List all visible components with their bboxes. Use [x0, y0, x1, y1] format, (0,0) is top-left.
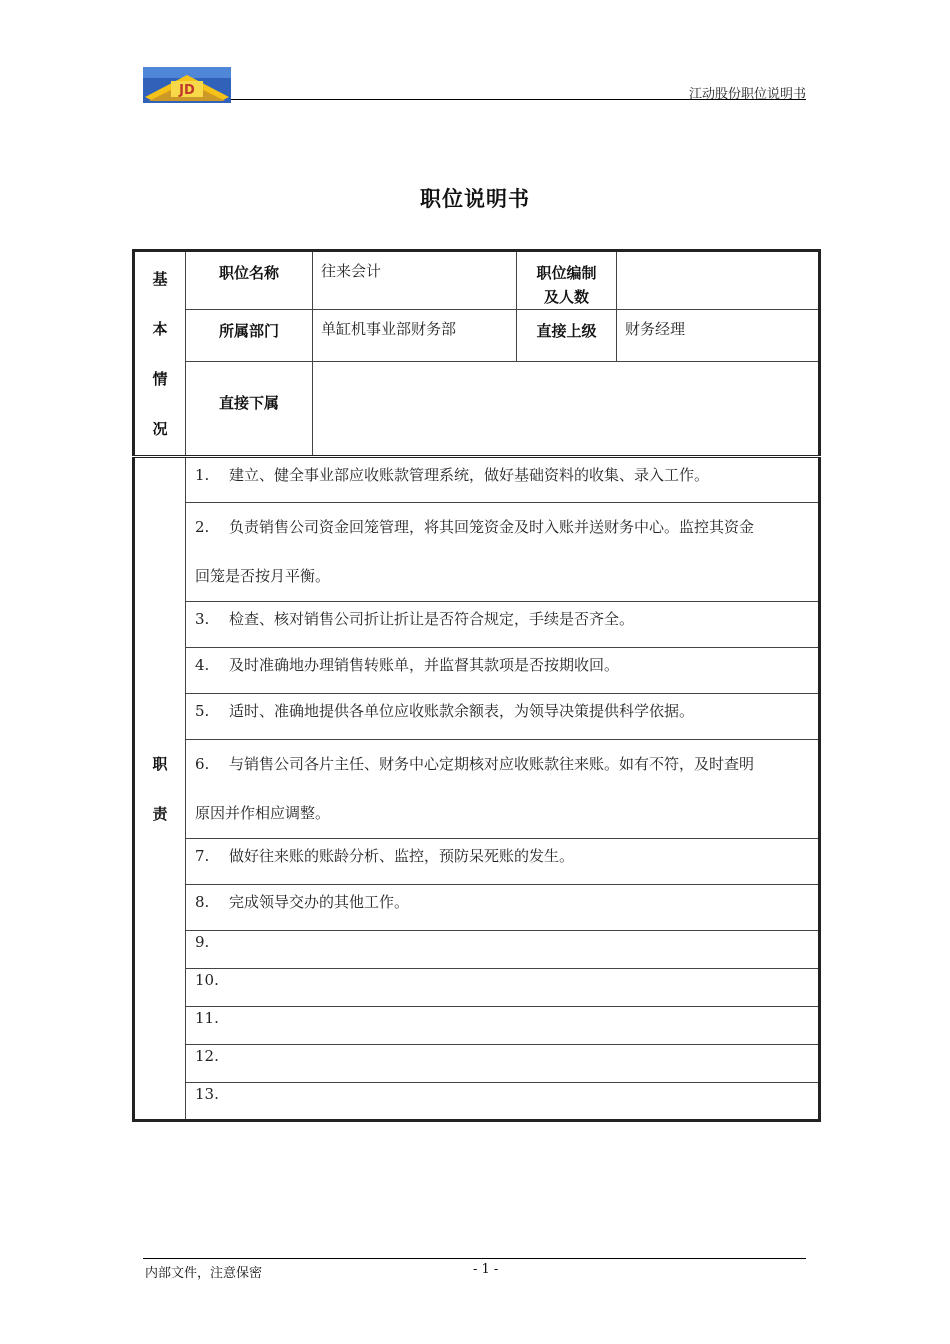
duty-item: 10. — [186, 969, 820, 1007]
duty-row-11 — [134, 1007, 820, 1045]
confidential-note: 内部文件，注意保密 — [145, 1266, 263, 1281]
duty-item: 8. 完成领导交办的其他工作。 — [186, 885, 820, 931]
page-header — [143, 66, 806, 102]
department-label: 所属部门 — [186, 310, 313, 362]
basic-info-section-label: 基 本 情 况 — [134, 251, 186, 457]
duty-item: 5. 适时、准确地提供各单位应收账款余额表，为领导决策提供科学依据。 — [186, 694, 820, 740]
svg-text:JD: JD — [179, 83, 195, 98]
duty-item: 4. 及时准确地办理销售转账单，并监督其款项是否按期收回。 — [186, 648, 820, 694]
duty-row-5 — [134, 694, 820, 740]
duty-item: 7. 做好往来账的账龄分析、监控，预防呆死账的发生。 — [186, 839, 820, 885]
department-value: 单缸机事业部财务部 — [313, 310, 517, 362]
page-footer — [143, 1258, 806, 1281]
position-name-label: 职位名称 — [186, 251, 313, 310]
duty-item: 9. — [186, 931, 820, 969]
job-description-table — [132, 249, 821, 1122]
duty-item: 11. — [186, 1007, 820, 1045]
duty-row-13 — [134, 1083, 820, 1121]
document-title: 职位说明书 — [420, 187, 530, 211]
headcount-label: 职位编制 及人数 — [517, 251, 617, 310]
supervisor-label: 直接上级 — [517, 310, 617, 362]
position-name-value: 往来会计 — [313, 251, 517, 310]
basic-row-position — [134, 251, 820, 310]
duty-row-1 — [134, 457, 820, 503]
duty-item: 13. — [186, 1083, 820, 1121]
duty-row-9 — [134, 931, 820, 969]
company-logo — [143, 67, 231, 103]
basic-row-department — [134, 310, 820, 362]
subordinates-value — [313, 362, 820, 457]
duty-item: 2. 负责销售公司资金回笼管理，将其回笼资金及时入账并送财务中心。监控其资金 回笼是否按月平衡。 — [186, 503, 820, 602]
supervisor-value: 财务经理 — [617, 310, 820, 362]
duty-row-4 — [134, 648, 820, 694]
duty-item: 12. — [186, 1045, 820, 1083]
basic-row-subordinates — [134, 362, 820, 457]
duty-item: 6. 与销售公司各片主任、财务中心定期核对应收账款往来账。如有不符，及时查明 原因并作相应调整。 — [186, 740, 820, 839]
duty-row-10 — [134, 969, 820, 1007]
page-number: - 1 - — [473, 1262, 499, 1277]
duty-item: 3. 检查、核对销售公司折让折让是否符合规定，手续是否齐全。 — [186, 602, 820, 648]
duties-section-label: 职 责 — [134, 457, 186, 1121]
duty-row-12 — [134, 1045, 820, 1083]
duty-row-3 — [134, 602, 820, 648]
duty-row-2 — [134, 503, 820, 602]
footer-rule — [143, 1258, 806, 1259]
headcount-value — [617, 251, 820, 310]
header-title: 江动股份职位说明书 — [688, 87, 806, 102]
duty-row-6 — [134, 740, 820, 839]
duty-row-8 — [134, 885, 820, 931]
subordinates-label: 直接下属 — [186, 362, 313, 457]
duty-item: 1. 建立、健全事业部应收账款管理系统，做好基础资料的收集、录入工作。 — [186, 457, 820, 503]
duty-row-7 — [134, 839, 820, 885]
